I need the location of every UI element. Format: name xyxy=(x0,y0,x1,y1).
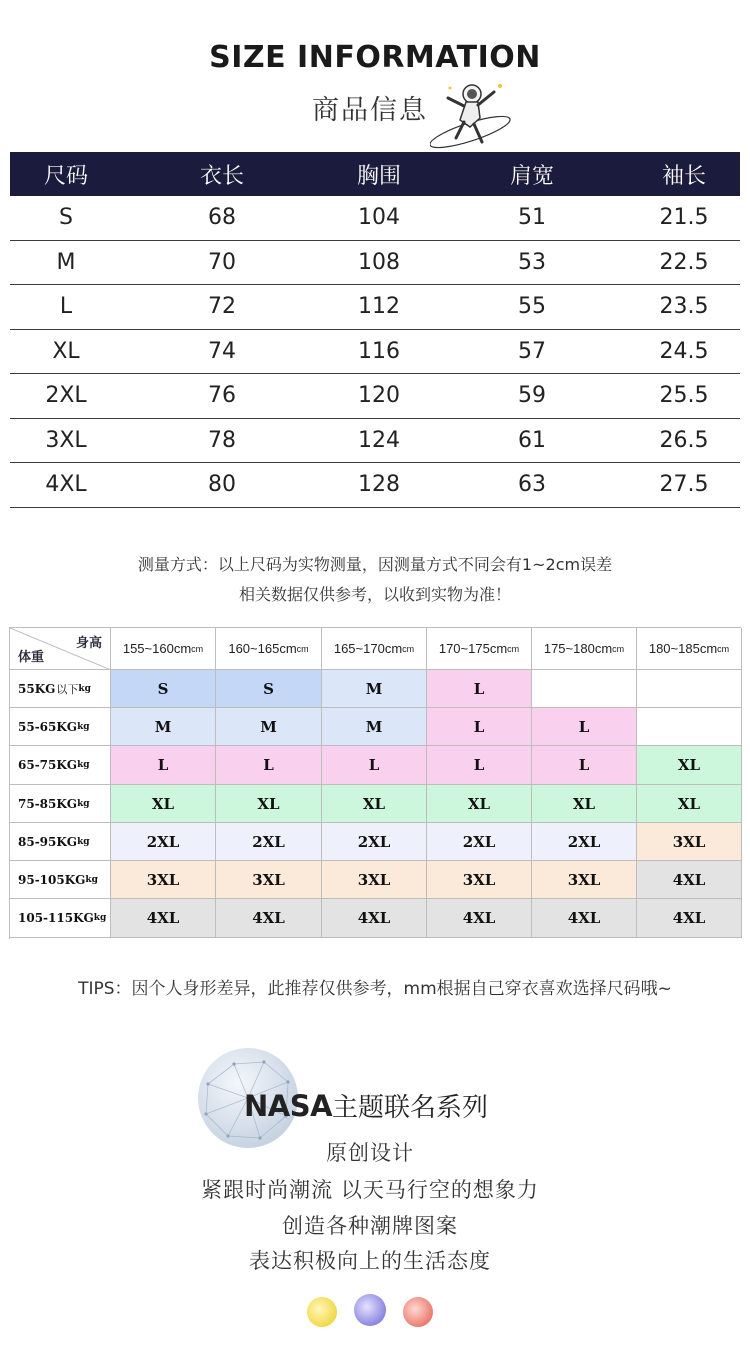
cell-size: 3XL xyxy=(45,427,87,453)
height-header-cell xyxy=(216,628,322,670)
measure-note-line-2: 相关数据仅供参考，以收到实物为准！ xyxy=(238,585,511,604)
table-row xyxy=(10,241,740,286)
size-table-header xyxy=(10,152,740,196)
recommended-size-cell: 3XL xyxy=(637,823,742,861)
recommended-size-cell: L xyxy=(111,746,216,785)
tips-text: TIPS：因个人身形差异，此推荐仅供参考，mm根据自己穿衣喜欢选择尺码哦~ xyxy=(78,979,672,999)
weight-unit: kg xyxy=(77,721,90,732)
header-size: 尺码 xyxy=(43,163,88,189)
recommended-size-cell: 2XL xyxy=(216,823,322,861)
weight-range: 75-85KG xyxy=(18,796,78,811)
cell-length: 80 xyxy=(208,472,236,498)
cell-shoulder: 55 xyxy=(518,294,546,320)
recommended-size-cell: 3XL xyxy=(427,861,532,899)
cell-length: 72 xyxy=(208,294,236,320)
recommended-size-cell: XL xyxy=(111,785,216,823)
weight-range: 105-115KG xyxy=(18,911,94,925)
recommended-size-cell: S xyxy=(111,670,216,708)
height-unit: cm xyxy=(507,643,520,654)
page-title: SIZE INFORMATION xyxy=(209,40,541,75)
recommended-size-cell: L xyxy=(427,670,532,708)
height-range: 175~180cm xyxy=(543,641,613,656)
height-range: 180~185cm xyxy=(648,641,718,656)
weight-unit: kg xyxy=(77,798,90,809)
cell-sleeve: 27.5 xyxy=(659,472,709,498)
table-row xyxy=(10,196,740,241)
cell-size: S xyxy=(59,205,73,231)
slogan-line-3: 创造各种潮牌图案 xyxy=(282,1214,458,1238)
header-chest: 胸围 xyxy=(356,163,401,189)
table-row xyxy=(10,330,740,375)
recommended-size-cell: 4XL xyxy=(322,899,427,938)
recommended-size-cell: S xyxy=(216,670,322,708)
nasa-brand: NASA xyxy=(244,1089,333,1123)
cell-size: 2XL xyxy=(45,383,87,409)
table-row xyxy=(10,463,740,508)
cell-size: 4XL xyxy=(45,472,87,498)
height-header-cell xyxy=(322,628,427,670)
cell-sleeve: 23.5 xyxy=(659,294,709,320)
weight-unit: kg xyxy=(77,836,90,847)
cell-chest: 108 xyxy=(358,249,400,275)
nasa-series-title xyxy=(244,1087,488,1124)
measure-note xyxy=(0,550,750,610)
recommended-size-cell: L xyxy=(427,708,532,746)
recommended-size-cell: 2XL xyxy=(322,823,427,861)
height-unit: cm xyxy=(191,643,204,654)
cell-length: 76 xyxy=(208,383,236,409)
weight-unit: kg xyxy=(78,683,91,694)
header-shoulder: 肩宽 xyxy=(509,163,554,189)
weight-unit: kg xyxy=(85,874,98,885)
recommended-size-cell: 2XL xyxy=(427,823,532,861)
weight-row-header xyxy=(10,899,111,938)
recommended-size-cell xyxy=(637,708,742,746)
size-table xyxy=(10,152,740,508)
cell-length: 74 xyxy=(208,338,236,364)
recommended-size-cell: M xyxy=(322,670,427,708)
table-row xyxy=(10,419,740,464)
weight-row-header xyxy=(10,746,111,785)
weight-row-header xyxy=(10,708,111,746)
weight-range: 55KG xyxy=(18,681,56,696)
height-unit: cm xyxy=(402,643,415,654)
height-range: 170~175cm xyxy=(438,641,508,656)
header-length: 衣长 xyxy=(199,163,244,189)
cell-sleeve: 24.5 xyxy=(659,338,709,364)
recommended-size-cell: XL xyxy=(532,785,637,823)
cell-sleeve: 26.5 xyxy=(659,427,709,453)
recommended-size-cell: XL xyxy=(637,785,742,823)
recommended-size-cell: 2XL xyxy=(532,823,637,861)
recommended-size-cell: XL xyxy=(322,785,427,823)
height-header-cell xyxy=(637,628,742,670)
table-row xyxy=(10,285,740,330)
cell-length: 78 xyxy=(208,427,236,453)
header-sleeve: 袖长 xyxy=(661,163,706,189)
recommended-size-cell: 4XL xyxy=(637,861,742,899)
recommended-size-cell: XL xyxy=(216,785,322,823)
cell-sleeve: 25.5 xyxy=(659,383,709,409)
cell-chest: 124 xyxy=(358,427,400,453)
weight-row-header xyxy=(10,861,111,899)
weight-row-header xyxy=(10,670,111,708)
cell-size: M xyxy=(56,249,76,275)
slogan-line-2: 紧跟时尚潮流 以天马行空的想象力 xyxy=(201,1178,539,1202)
recommended-size-cell: M xyxy=(322,708,427,746)
height-header-cell xyxy=(532,628,637,670)
cell-length: 70 xyxy=(208,249,236,275)
recommended-size-cell: 4XL xyxy=(111,899,216,938)
weight-range: 85-95KG xyxy=(18,834,78,849)
recommended-size-cell: L xyxy=(216,746,322,785)
height-range: 165~170cm xyxy=(333,641,403,656)
recommended-size-cell: L xyxy=(532,708,637,746)
recommended-size-cell: 4XL xyxy=(532,899,637,938)
height-range: 160~165cm xyxy=(228,641,297,656)
cell-shoulder: 63 xyxy=(518,472,546,498)
recommended-size-cell: 3XL xyxy=(111,861,216,899)
height-range: 155~160cm xyxy=(122,641,192,656)
planets-decoration xyxy=(300,1288,450,1332)
nasa-series: 主题联名系列 xyxy=(332,1093,489,1123)
cell-size: XL xyxy=(52,338,80,364)
recommended-size-cell: 2XL xyxy=(111,823,216,861)
cell-shoulder: 59 xyxy=(518,383,546,409)
height-header-cell xyxy=(427,628,532,670)
recommended-size-cell: 4XL xyxy=(216,899,322,938)
cell-chest: 128 xyxy=(358,472,400,498)
weight-row-header xyxy=(10,785,111,823)
cell-chest: 112 xyxy=(358,294,400,320)
grid-corner-cell xyxy=(10,628,111,670)
page-subtitle: 商品信息 xyxy=(312,95,428,126)
height-header-cell xyxy=(111,628,216,670)
height-unit: cm xyxy=(612,643,625,654)
weight-suffix: 以下 xyxy=(56,683,79,696)
corner-weight-label: 体重 xyxy=(18,650,45,665)
recommended-size-cell xyxy=(532,670,637,708)
recommended-size-cell: XL xyxy=(427,785,532,823)
cell-chest: 116 xyxy=(358,338,400,364)
recommended-size-cell: M xyxy=(111,708,216,746)
recommended-size-cell: M xyxy=(216,708,322,746)
weight-row-header xyxy=(10,823,111,861)
cell-shoulder: 51 xyxy=(518,205,546,231)
weight-unit: kg xyxy=(93,913,107,923)
astronaut-illustration xyxy=(430,72,520,152)
slogan-line-4: 表达积极向上的生活态度 xyxy=(249,1249,491,1273)
weight-unit: kg xyxy=(77,760,90,770)
recommended-size-cell: 3XL xyxy=(216,861,322,899)
slogan-line-1: 原创设计 xyxy=(326,1141,414,1165)
recommended-size-cell: 4XL xyxy=(637,899,742,938)
size-recommendation-grid xyxy=(9,627,741,939)
recommended-size-cell xyxy=(637,670,742,708)
cell-shoulder: 53 xyxy=(518,249,546,275)
cell-size: L xyxy=(59,294,73,320)
recommended-size-cell: L xyxy=(322,746,427,785)
cell-chest: 104 xyxy=(358,205,400,231)
recommended-size-cell: 3XL xyxy=(322,861,427,899)
cell-chest: 120 xyxy=(358,383,400,409)
weight-range: 95-105KG xyxy=(18,872,86,887)
cell-shoulder: 57 xyxy=(518,338,546,364)
recommended-size-cell: XL xyxy=(637,746,742,785)
corner-height-label: 身高 xyxy=(75,636,102,651)
height-unit: cm xyxy=(296,643,309,654)
measure-note-line-1: 测量方式：以上尺码为实物测量，因测量方式不同会有1~2cm误差 xyxy=(137,555,613,574)
weight-range: 55-65KG xyxy=(18,719,78,734)
recommended-size-cell: L xyxy=(427,746,532,785)
weight-range: 65-75KG xyxy=(18,758,78,772)
cell-sleeve: 21.5 xyxy=(659,205,709,231)
recommended-size-cell: 4XL xyxy=(427,899,532,938)
cell-shoulder: 61 xyxy=(518,427,546,453)
cell-length: 68 xyxy=(208,205,236,231)
cell-sleeve: 22.5 xyxy=(659,249,709,275)
table-row xyxy=(10,374,740,419)
height-unit: cm xyxy=(717,643,730,654)
recommended-size-cell: L xyxy=(532,746,637,785)
recommended-size-cell: 3XL xyxy=(532,861,637,899)
